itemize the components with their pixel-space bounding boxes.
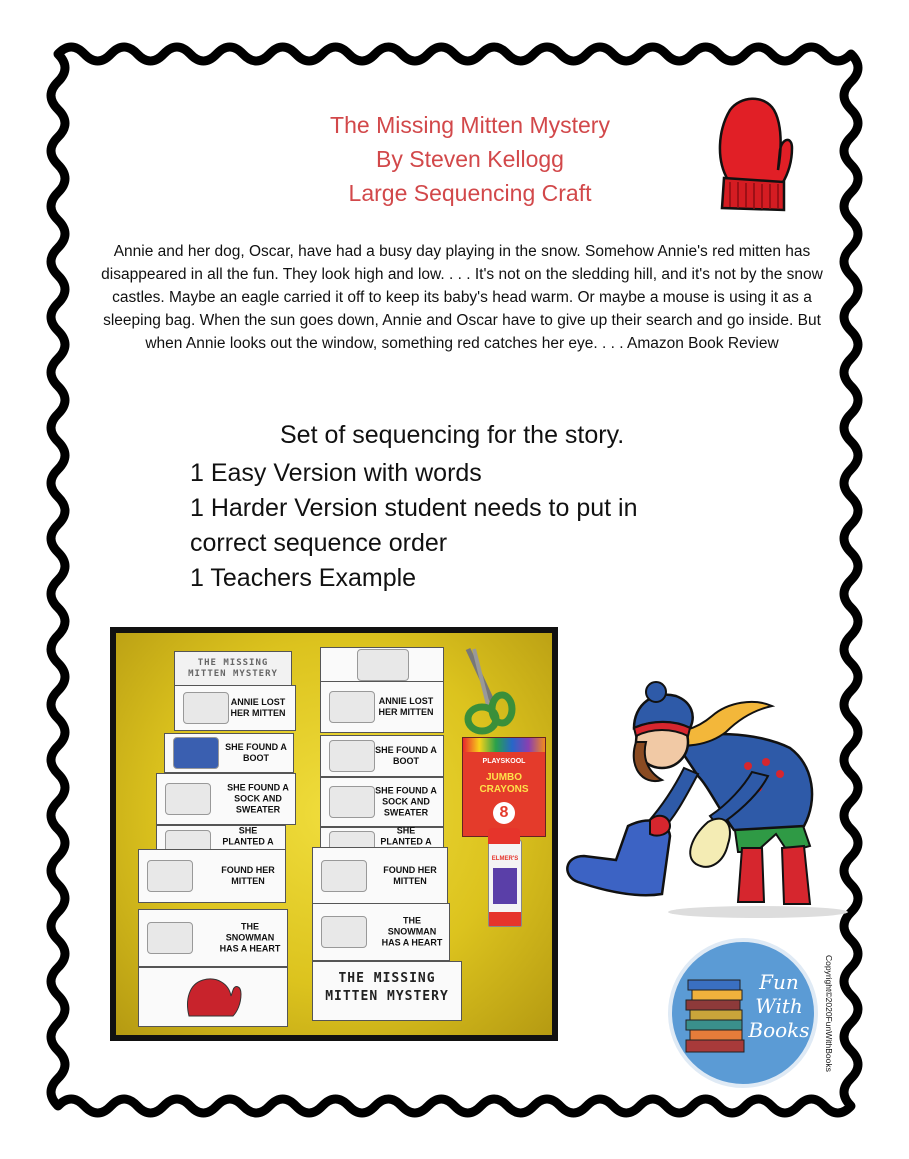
right-book-title: THE MISSING MITTEN MYSTERY — [325, 971, 449, 1004]
right-panel-6-label: THE SNOWMAN HAS A HEART — [381, 915, 443, 948]
right-panel-5-label: FOUND HER MITTEN — [383, 865, 437, 886]
crayon-tips — [463, 738, 545, 752]
panel-illustration — [165, 783, 211, 815]
right-panel-3 — [320, 777, 444, 827]
left-book-cover-title: THE MISSING MITTEN MYSTERY — [188, 658, 278, 679]
panel-illustration — [329, 691, 375, 723]
glue-cap — [488, 828, 520, 844]
fun-with-books-logo — [668, 938, 818, 1088]
book-stack-icon — [684, 976, 748, 1060]
book-description: Annie and her dog, Oscar, have had a busy day playing in the snow. Somehow Annie's red mitten has disappeared in all the fun. They look high and low. . . . It's not on the sledding hill, and it's not by the snow castles. Maybe an eagle carried it off to keep its baby's head warm. Or maybe a mouse is using it as a sleeping bag. When the sun goes down, Annie and Oscar have to give up their search and go inside. But when Annie looks out the window, something red catches her eye. . . . Amazon Book Review — [101, 243, 823, 352]
left-panel-5 — [138, 849, 286, 903]
logo-text — [744, 970, 814, 1042]
page-title — [250, 108, 690, 210]
logo-line-1: Fun — [759, 970, 799, 994]
glue-label-band — [493, 868, 517, 904]
right-panel-6 — [312, 903, 450, 961]
craft-photo — [110, 627, 558, 1041]
panel-illustration — [183, 692, 229, 724]
set-item-easy: 1 Easy Version with words — [190, 459, 482, 487]
panel-illustration — [357, 649, 409, 681]
crayon-box — [462, 737, 546, 837]
red-mitten-icon — [183, 976, 243, 1020]
title-line-1: The Missing Mitten Mystery — [330, 112, 610, 138]
panel-illustration — [321, 916, 367, 948]
panel-illustration — [329, 786, 375, 818]
girl-with-boot-illustration — [558, 676, 848, 920]
title-line-3: Large Sequencing Craft — [348, 180, 592, 206]
left-panel-6-label: THE SNOWMAN HAS A HEART — [219, 921, 281, 954]
right-panel-2 — [320, 735, 444, 777]
logo-line-3: Books — [748, 1018, 810, 1042]
right-book-title-panel — [312, 961, 462, 1021]
left-panel-5-label: FOUND HER MITTEN — [221, 865, 275, 886]
right-panel-1 — [320, 681, 444, 733]
set-list — [190, 456, 710, 596]
left-panel-2 — [164, 733, 294, 773]
crayon-count: 8 — [493, 802, 515, 824]
panel-illustration — [147, 922, 193, 954]
left-panel-1 — [174, 685, 296, 731]
glue-base — [489, 912, 521, 926]
set-heading: Set of sequencing for the story. — [280, 421, 625, 449]
logo-line-2: With — [755, 994, 803, 1018]
right-panel-2-label: SHE FOUND A BOOT — [375, 745, 437, 766]
panel-illustration — [329, 740, 375, 772]
panel-illustration — [321, 860, 367, 892]
left-panel-6 — [138, 909, 288, 967]
copyright-text: Copyright©2020FunWithBooks — [824, 955, 834, 1072]
right-panel-5 — [312, 847, 448, 905]
left-panel-2-label: SHE FOUND A BOOT — [225, 742, 287, 763]
left-panel-3 — [156, 773, 296, 825]
crayon-brand: PLAYSKOOL — [482, 758, 526, 765]
panel-illustration — [147, 860, 193, 892]
left-panel-4-label: SHE PLANTED A — [222, 825, 274, 847]
right-panel-1-label: ANNIE LOST HER MITTEN — [378, 696, 434, 717]
title-line-2: By Steven Kellogg — [376, 146, 564, 172]
left-panel-3-label: SHE FOUND A SOCK AND SWEATER — [227, 782, 289, 815]
panel-illustration — [173, 737, 219, 769]
glue-label: ELMER'S — [491, 856, 519, 862]
right-panel-3-label: SHE FOUND A SOCK AND SWEATER — [375, 785, 437, 818]
set-item-teacher: 1 Teachers Example — [190, 564, 417, 592]
scissors-icon — [454, 647, 516, 735]
left-panel-1-label: ANNIE LOST HER MITTEN — [230, 697, 286, 718]
left-panel-mitten — [138, 967, 288, 1027]
set-item-harder: 1 Harder Version student needs to put in correct sequence order — [190, 494, 638, 557]
crayon-label: JUMBO CRAYONS — [479, 772, 529, 795]
right-book-top — [320, 647, 444, 683]
red-mitten-icon — [708, 90, 794, 216]
glue-stick — [488, 839, 522, 927]
right-panel-4-label: SHE PLANTED A — [380, 825, 432, 847]
